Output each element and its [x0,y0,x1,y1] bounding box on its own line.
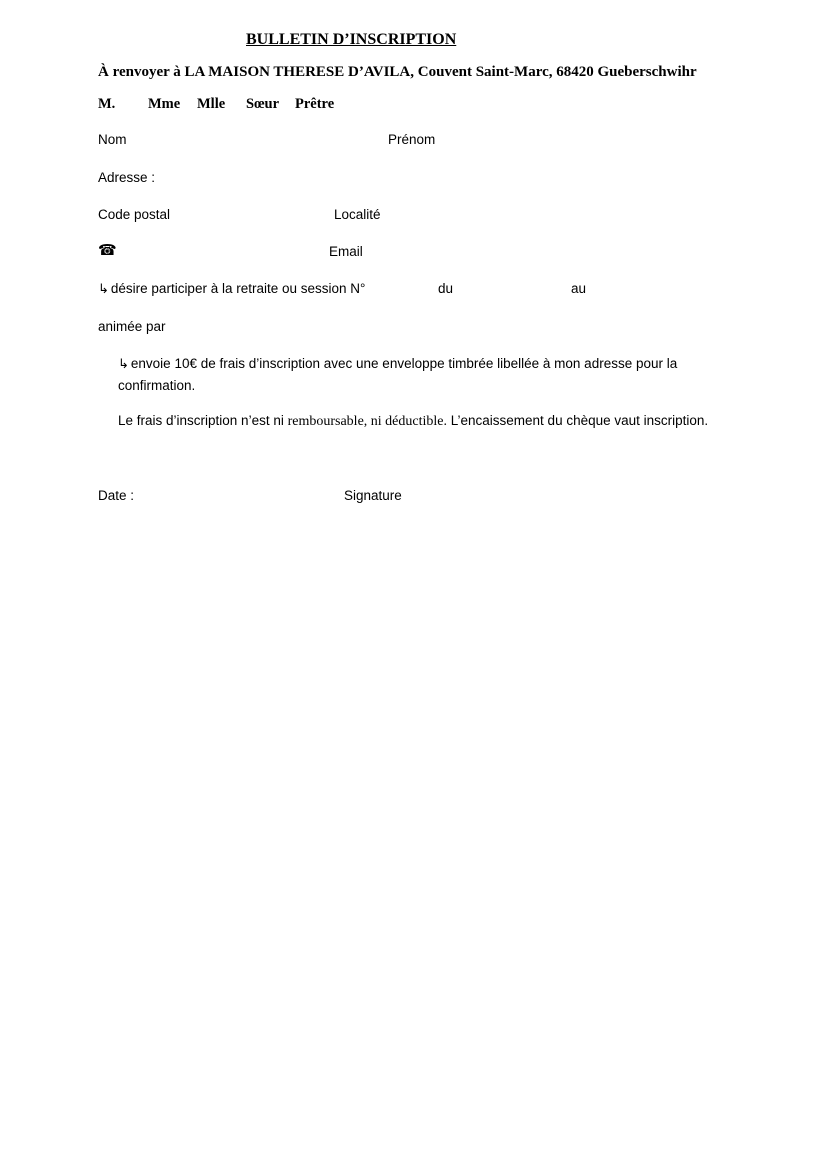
prenom-label: Prénom [388,132,436,147]
arrow-hook-icon: ↳ [98,282,109,297]
nom-label: Nom [98,132,127,147]
adresse-label: Adresse : [98,170,156,185]
localite-label: Localité [334,207,381,222]
email-label: Email [329,244,363,259]
frais-text-3: L’encaissement du chèque vaut inscription. [447,413,709,428]
frais-text-1: Le frais d’inscription n’est ni [118,413,288,428]
form-title: BULLETIN D’INSCRIPTION [246,31,457,48]
phone-icon: ☎ [98,241,117,259]
civility-m: M. [98,96,116,112]
civility-soeur: Sœur [246,96,280,112]
frais-paragraph [118,410,718,432]
au-label: au [571,281,587,296]
animee-par-label: animée par [98,319,166,334]
envoie-text: envoie 10€ de frais d’inscription avec une enveloppe timbrée libellée à mon adresse pour la confirmation. [118,356,678,393]
envoie-paragraph [118,353,718,396]
civility-pretre: Prêtre [295,96,335,112]
desire-label: désire participer à la retraite ou session N° [110,281,366,296]
civility-mme: Mme [148,96,181,112]
frais-text-2: remboursable, ni déductible. [287,414,447,429]
civility-mlle: Mlle [197,96,226,112]
du-label: du [438,281,454,296]
signature-label: Signature [344,488,402,503]
code-postal-label: Code postal [98,207,171,222]
arrow-hook-icon: ↳ [118,357,129,372]
date-label: Date : [98,488,135,503]
participation-line [98,282,365,296]
return-address: À renvoyer à LA MAISON THERESE D’AVILA, Couvent Saint-Marc, 68420 Gueberschwihr [98,64,697,80]
